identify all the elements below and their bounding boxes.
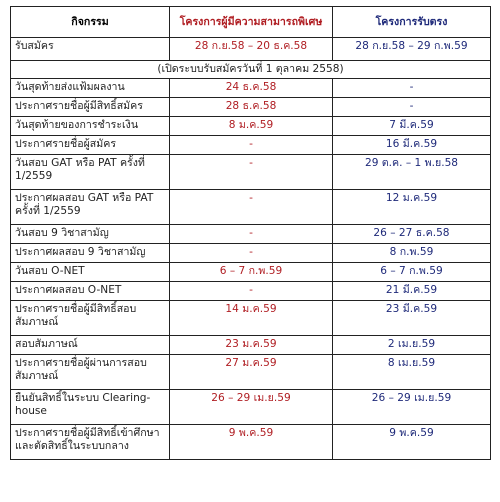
direct-date-cell: -	[333, 98, 491, 117]
table-row	[11, 155, 491, 190]
direct-date-cell: 16 มี.ค.59	[333, 136, 491, 155]
direct-date-cell: 12 ม.ค.59	[333, 190, 491, 225]
header-activity: กิจกรรม	[11, 7, 170, 38]
table-row	[11, 98, 491, 117]
table-row	[11, 79, 491, 98]
table-row-note	[11, 61, 491, 79]
activity-cell: วันสอบ 9 วิชาสามัญ	[11, 225, 170, 244]
schedule-table-wrapper	[10, 6, 490, 460]
activity-cell: วันสอบ O-NET	[11, 263, 170, 282]
direct-date-cell: 23 มี.ค.59	[333, 301, 491, 336]
special-date-cell: -	[170, 136, 333, 155]
direct-date-cell: 2 เม.ย.59	[333, 336, 491, 355]
registration-note: (เปิดระบบรับสมัครวันที่ 1 ตุลาคม 2558)	[11, 61, 491, 79]
table-header-row	[11, 7, 491, 38]
activity-cell: ประกาศรายชื่อผู้มีสิทธิ์สมัคร	[11, 98, 170, 117]
special-date-cell: 9 พ.ค.59	[170, 425, 333, 460]
header-direct-program: โครงการรับตรง	[333, 7, 491, 38]
table-row	[11, 355, 491, 390]
table-row	[11, 38, 491, 61]
table-row	[11, 190, 491, 225]
special-date-cell: -	[170, 155, 333, 190]
activity-cell: ประกาศรายชื่อผู้ผ่านการสอบสัมภาษณ์	[11, 355, 170, 390]
direct-date-cell: 29 ต.ค. – 1 พ.ย.58	[333, 155, 491, 190]
direct-date-cell: 9 พ.ค.59	[333, 425, 491, 460]
table-row	[11, 301, 491, 336]
table-row	[11, 225, 491, 244]
direct-date-cell: 7 มี.ค.59	[333, 117, 491, 136]
special-date-cell: 27 ม.ค.59	[170, 355, 333, 390]
special-date-cell: 8 ม.ค.59	[170, 117, 333, 136]
activity-cell: ประกาศผลสอบ 9 วิชาสามัญ	[11, 244, 170, 263]
activity-cell: ประกาศผลสอบ O-NET	[11, 282, 170, 301]
table-row	[11, 425, 491, 460]
special-date-cell: -	[170, 244, 333, 263]
special-date-cell: 26 – 29 เม.ย.59	[170, 390, 333, 425]
header-special-program: โครงการผู้มีความสามารถพิเศษ	[170, 7, 333, 38]
direct-date-cell: -	[333, 79, 491, 98]
activity-cell: ประกาศรายชื่อผู้มีสิทธิ์เข้าศึกษาและตัดสิทธิ์ในระบบกลาง	[11, 425, 170, 460]
activity-cell: ประกาศผลสอบ GAT หรือ PAT ครั้งที่ 1/2559	[11, 190, 170, 225]
activity-cell: รับสมัคร	[11, 38, 170, 61]
special-date-cell: -	[170, 190, 333, 225]
activity-cell: วันสุดท้ายของการชำระเงิน	[11, 117, 170, 136]
special-date-cell: 14 ม.ค.59	[170, 301, 333, 336]
direct-date-cell: 21 มี.ค.59	[333, 282, 491, 301]
table-row	[11, 244, 491, 263]
activity-cell: วันสอบ GAT หรือ PAT ครั้งที่ 1/2559	[11, 155, 170, 190]
activity-cell: ประกาศรายชื่อผู้สมัคร	[11, 136, 170, 155]
activity-cell: วันสุดท้ายส่งแฟ้มผลงาน	[11, 79, 170, 98]
table-row	[11, 136, 491, 155]
special-date-cell: 23 ม.ค.59	[170, 336, 333, 355]
activity-cell: ยืนยันสิทธิ์ในระบบ Clearing-house	[11, 390, 170, 425]
activity-cell: ประกาศรายชื่อผู้มีสิทธิ์สอบสัมภาษณ์	[11, 301, 170, 336]
table-row	[11, 390, 491, 425]
special-date-cell: 28 ธ.ค.58	[170, 98, 333, 117]
admission-schedule-table	[10, 6, 491, 460]
direct-date-cell: 8 ก.พ.59	[333, 244, 491, 263]
direct-date-cell: 26 – 27 ธ.ค.58	[333, 225, 491, 244]
special-date-cell: -	[170, 225, 333, 244]
activity-cell: สอบสัมภาษณ์	[11, 336, 170, 355]
table-row	[11, 282, 491, 301]
direct-date-cell: 6 – 7 ก.พ.59	[333, 263, 491, 282]
table-row	[11, 117, 491, 136]
direct-date-cell: 8 เม.ย.59	[333, 355, 491, 390]
direct-date-cell: 26 – 29 เม.ย.59	[333, 390, 491, 425]
special-date-cell: -	[170, 282, 333, 301]
special-date-cell: 6 – 7 ก.พ.59	[170, 263, 333, 282]
direct-date-cell: 28 ก.ย.58 – 29 ก.พ.59	[333, 38, 491, 61]
special-date-cell: 28 ก.ย.58 – 20 ธ.ค.58	[170, 38, 333, 61]
table-row	[11, 263, 491, 282]
special-date-cell: 24 ธ.ค.58	[170, 79, 333, 98]
table-row	[11, 336, 491, 355]
